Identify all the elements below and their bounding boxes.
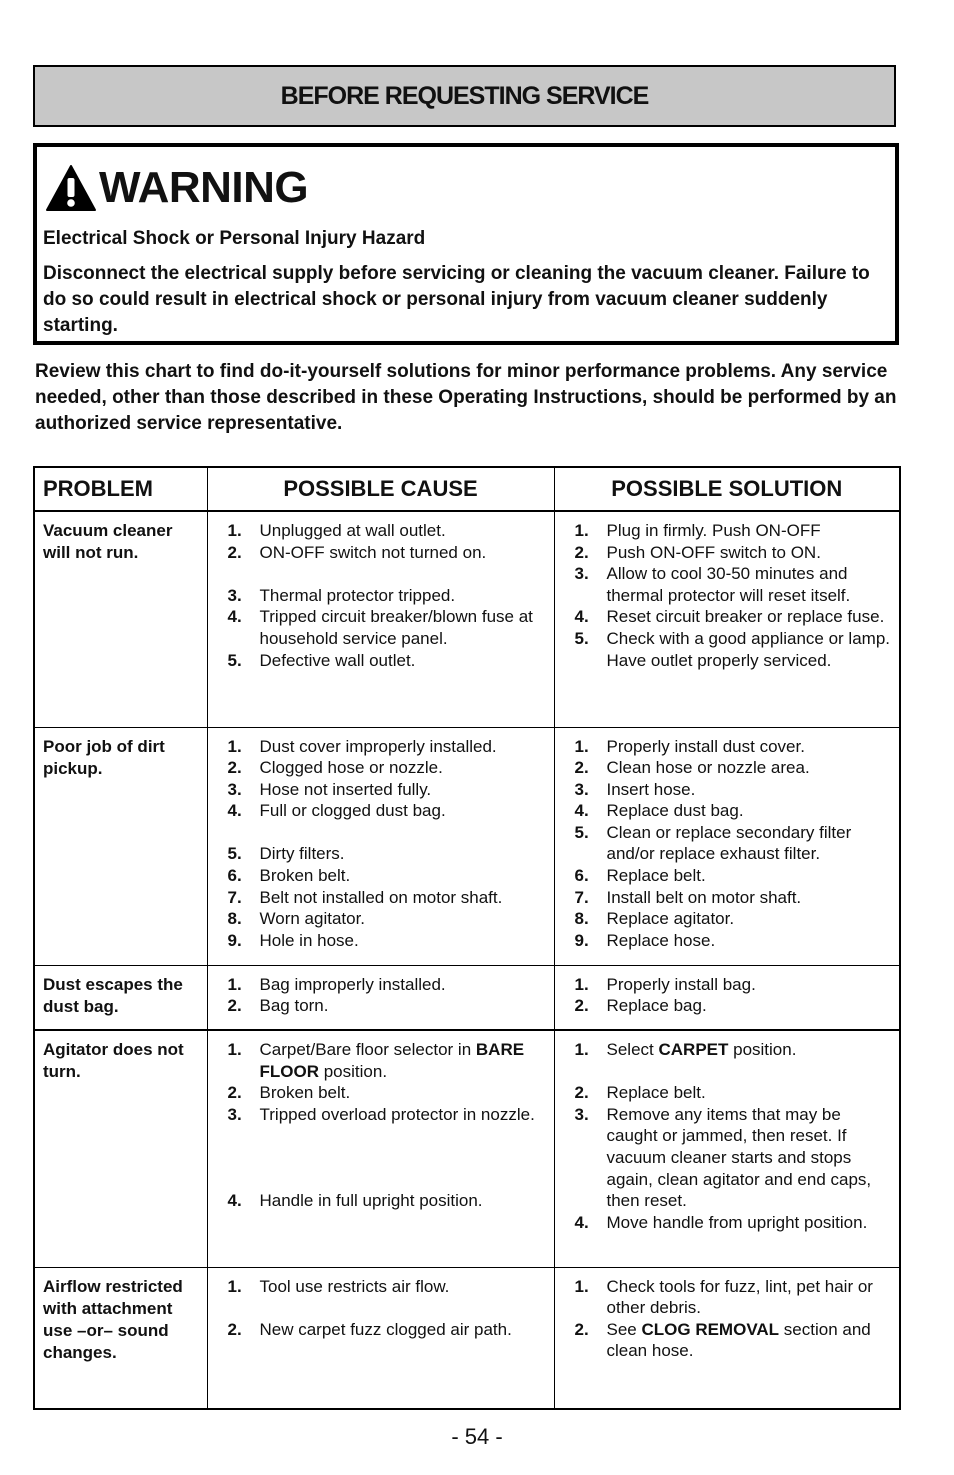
item-text-part: Remove any items that may be caught or jammed, then reset. If vacuum cleaner starts and stops again, clean agitator and end caps, then reset. <box>606 1104 872 1211</box>
item-number: 1. <box>227 1040 242 1059</box>
warning-triangle-icon <box>45 164 97 212</box>
problem-cell: Dust escapes the dust bag. <box>34 965 207 1030</box>
solution-item <box>575 1276 896 1319</box>
problem-cell: Agitator does not turn. <box>34 1030 207 1267</box>
item-text-part: Select <box>606 1040 659 1059</box>
item-number: 6. <box>574 866 589 886</box>
cause-item <box>228 650 550 672</box>
cause-item <box>228 930 550 952</box>
item-number: 1. <box>574 1276 589 1296</box>
item-number: 4. <box>227 801 242 821</box>
item-text <box>607 563 896 606</box>
solution-item <box>575 520 896 542</box>
solution-cell <box>554 727 900 965</box>
item-text <box>260 520 550 542</box>
item-text-part: Handle in full upright position. <box>259 1191 483 1211</box>
item-text <box>607 1319 896 1362</box>
item-text <box>260 800 550 822</box>
item-text-part: Belt not installed on motor shaft. <box>259 887 503 907</box>
item-text <box>607 542 896 564</box>
solution-item <box>575 1104 896 1212</box>
item-text-part: Bag improperly installed. <box>259 974 446 994</box>
header-solution: POSSIBLE SOLUTION <box>554 467 900 511</box>
item-number: 2. <box>574 542 589 562</box>
item-text-part: position. <box>728 1040 797 1059</box>
item-text-part: Properly install bag. <box>606 974 756 994</box>
item-number: 1. <box>574 1040 589 1059</box>
item-text-part: Tool use restricts air flow. <box>259 1276 450 1296</box>
cause-item <box>228 1190 550 1212</box>
item-text <box>607 822 896 865</box>
item-number: 2. <box>227 542 242 562</box>
item-text <box>260 1082 550 1104</box>
cause-cell <box>207 511 554 727</box>
item-text-part: Broken belt. <box>259 1083 351 1103</box>
item-text <box>260 585 550 607</box>
item-text <box>260 1104 550 1126</box>
item-text <box>607 606 896 628</box>
solution-item <box>575 930 896 952</box>
item-text <box>607 865 896 887</box>
item-number: 1. <box>574 521 589 540</box>
item-text-part: Hole in hose. <box>259 930 359 950</box>
problem-cell: Vacuum cleaner will not run. <box>34 511 207 727</box>
item-text <box>607 930 896 952</box>
item-number: 3. <box>227 779 242 799</box>
cause-item <box>228 1082 550 1104</box>
solution-item <box>575 1039 896 1061</box>
item-text-part: Carpet/Bare floor selector in <box>259 1040 476 1059</box>
solution-item <box>575 865 896 887</box>
item-number: 1. <box>227 736 242 756</box>
section-title: BEFORE REQUESTING SERVICE <box>280 81 649 110</box>
item-bold-term: CLOG REMOVAL <box>641 1319 780 1339</box>
solution-item <box>575 887 896 909</box>
cause-item <box>228 800 550 822</box>
item-number: 5. <box>574 822 589 842</box>
warning-body: Disconnect the electrical supply before servicing or cleaning the vacuum cleaner. Failure to do so could result in electrical shock or personal injury from vacuum cleaner suddenly starting. <box>43 263 870 336</box>
item-number: 5. <box>227 844 242 864</box>
solution-item <box>575 736 896 758</box>
header-problem: PROBLEM <box>34 467 207 511</box>
cause-cell <box>207 1030 554 1267</box>
item-number: 1. <box>227 974 242 994</box>
solution-item <box>575 563 896 606</box>
solution-item <box>575 908 896 930</box>
solution-cell <box>554 1030 900 1267</box>
item-text <box>607 908 896 930</box>
item-text-part: Hose not inserted fully. <box>259 779 432 799</box>
cause-cell <box>207 1267 554 1409</box>
item-text <box>260 865 550 887</box>
item-number: 4. <box>574 1212 589 1232</box>
item-text <box>607 628 896 671</box>
cause-cell <box>207 727 554 965</box>
solution-cell <box>554 965 900 1030</box>
item-number: 4. <box>227 607 242 627</box>
item-text <box>607 779 896 801</box>
item-text <box>607 1082 896 1104</box>
item-number: 3. <box>574 564 589 584</box>
item-text-part: Move handle from upright position. <box>606 1212 868 1232</box>
item-text-part: ON-OFF switch not turned on. <box>259 542 487 562</box>
solution-item <box>575 757 896 779</box>
solution-item <box>575 800 896 822</box>
item-number: 3. <box>227 585 242 605</box>
item-text <box>260 1319 550 1341</box>
table-row <box>34 727 900 965</box>
table-row <box>34 1267 900 1409</box>
item-number: 4. <box>227 1191 242 1211</box>
cause-item <box>228 736 550 758</box>
item-text <box>260 887 550 909</box>
item-text-part: Dust cover improperly installed. <box>259 736 497 756</box>
cause-item <box>228 908 550 930</box>
item-text <box>260 843 550 865</box>
item-number: 2. <box>574 758 589 778</box>
cause-item <box>228 843 550 865</box>
item-number: 2. <box>574 1319 589 1339</box>
item-number: 1. <box>574 736 589 756</box>
table-header-row <box>34 467 900 511</box>
item-text-part: Replace hose. <box>606 930 716 950</box>
item-number: 1. <box>227 521 242 540</box>
item-text <box>607 1212 896 1234</box>
item-text <box>607 520 896 542</box>
item-number: 2. <box>574 1083 589 1103</box>
item-text-part: See <box>606 1319 642 1339</box>
page-number: - 54 - <box>451 1424 503 1449</box>
item-text-part: Tripped overload protector in nozzle. <box>259 1104 535 1124</box>
item-text <box>607 1039 896 1061</box>
item-text <box>607 757 896 779</box>
item-text-part: Push ON-OFF switch to ON. <box>606 542 821 562</box>
item-number: 8. <box>227 909 242 929</box>
intro-paragraph: Review this chart to find do-it-yourself solutions for minor performance problems. Any service needed, other than those described in these Operating Instructions, should be performed by an authorized service representative. <box>35 361 897 434</box>
solution-item <box>575 628 896 671</box>
item-text <box>260 1276 550 1298</box>
item-text-part: Replace belt. <box>606 1083 706 1103</box>
item-text-part: Defective wall outlet. <box>259 650 416 670</box>
solution-cell <box>554 511 900 727</box>
item-text <box>260 757 550 779</box>
cause-item <box>228 757 550 779</box>
cause-item <box>228 887 550 909</box>
warning-heading <box>43 159 889 217</box>
item-text-part: Properly install dust cover. <box>606 736 805 756</box>
item-number: 1. <box>227 1276 242 1296</box>
item-text-part: Check tools for fuzz, lint, pet hair or other debris. <box>606 1276 873 1318</box>
solution-item <box>575 995 896 1017</box>
item-text <box>607 1104 896 1212</box>
item-text-part: Worn agitator. <box>259 909 366 929</box>
cause-item <box>228 995 550 1017</box>
item-number: 3. <box>574 1104 589 1124</box>
item-number: 9. <box>227 930 242 950</box>
item-text <box>260 1039 550 1082</box>
warning-title: WARNING <box>99 163 309 212</box>
item-bold-term: BARE FLOOR <box>259 1040 525 1081</box>
solution-item <box>575 1082 896 1104</box>
cause-item <box>228 865 550 887</box>
problem-cell: Airflow restricted with attachment use –or– sound changes. <box>34 1267 207 1409</box>
item-bold-term: CARPET <box>658 1040 729 1059</box>
item-text-part: Plug in firmly. Push ON-OFF <box>606 521 821 540</box>
item-text <box>260 995 550 1017</box>
item-text-part: Replace dust bag. <box>606 801 744 821</box>
item-text-part: Replace belt. <box>606 866 706 886</box>
item-text-part: Thermal protector tripped. <box>259 585 456 605</box>
cause-item <box>228 1276 550 1298</box>
cause-cell <box>207 965 554 1030</box>
item-number: 5. <box>574 628 589 648</box>
item-number: 1. <box>574 974 589 994</box>
table-row <box>34 965 900 1030</box>
table-row <box>34 1030 900 1267</box>
item-text <box>260 974 550 996</box>
item-text-part: Bag torn. <box>259 996 329 1016</box>
item-number: 4. <box>574 801 589 821</box>
item-text-part: Full or clogged dust bag. <box>259 801 446 821</box>
item-text-part: Check with a good appliance or lamp. Have outlet properly serviced. <box>606 628 890 670</box>
item-text-part: New carpet fuzz clogged air path. <box>259 1319 512 1339</box>
solution-item <box>575 822 896 865</box>
solution-item <box>575 779 896 801</box>
solution-cell <box>554 1267 900 1409</box>
item-number: 8. <box>574 909 589 929</box>
troubleshooting-table <box>33 466 901 1410</box>
item-text-part: section and clean hose. <box>606 1319 871 1361</box>
item-text-part: position. <box>319 1061 388 1081</box>
item-text-part: Insert hose. <box>606 779 696 799</box>
item-text <box>260 542 550 564</box>
cause-item <box>228 585 550 607</box>
item-text-part: Clogged hose or nozzle. <box>259 758 443 778</box>
item-number: 2. <box>574 996 589 1016</box>
item-text <box>607 800 896 822</box>
cause-item <box>228 1319 550 1341</box>
item-text-part: Broken belt. <box>259 866 351 886</box>
item-text-part: Replace agitator. <box>606 909 735 929</box>
item-number: 3. <box>574 779 589 799</box>
cause-item <box>228 974 550 996</box>
warning-box <box>33 143 899 345</box>
item-text-part: Reset circuit breaker or replace fuse. <box>606 607 885 627</box>
table-row <box>34 511 900 727</box>
item-text <box>260 650 550 672</box>
solution-item <box>575 1319 896 1362</box>
item-text <box>607 974 896 996</box>
item-number: 2. <box>227 1319 242 1339</box>
solution-item <box>575 542 896 564</box>
item-text <box>260 779 550 801</box>
solution-item <box>575 974 896 996</box>
item-number: 6. <box>227 866 242 886</box>
item-number: 7. <box>574 887 589 907</box>
item-number: 9. <box>574 930 589 950</box>
item-text <box>260 606 550 649</box>
item-text <box>607 736 896 758</box>
cause-item <box>228 542 550 564</box>
item-text-part: Install belt on motor shaft. <box>606 887 802 907</box>
item-text-part: Replace bag. <box>606 996 707 1016</box>
item-text <box>607 1276 896 1319</box>
item-text <box>260 736 550 758</box>
cause-item <box>228 1104 550 1126</box>
section-header <box>33 65 896 127</box>
item-text <box>260 930 550 952</box>
header-cause: POSSIBLE CAUSE <box>207 467 554 511</box>
item-number: 7. <box>227 887 242 907</box>
item-number: 2. <box>227 996 242 1016</box>
cause-item <box>228 520 550 542</box>
item-number: 5. <box>227 650 242 670</box>
cause-item <box>228 779 550 801</box>
item-text-part: Tripped circuit breaker/blown fuse at household service panel. <box>259 607 533 648</box>
item-number: 4. <box>574 607 589 627</box>
item-text <box>607 995 896 1017</box>
item-number: 2. <box>227 758 242 778</box>
item-text-part: Clean hose or nozzle area. <box>606 758 810 778</box>
cause-item <box>228 1039 550 1082</box>
item-number: 3. <box>227 1104 242 1124</box>
solution-item <box>575 1212 896 1234</box>
problem-cell: Poor job of dirt pickup. <box>34 727 207 965</box>
cause-item <box>228 606 550 649</box>
solution-item <box>575 606 896 628</box>
item-text-part: Unplugged at wall outlet. <box>259 521 446 540</box>
item-text-part: Dirty filters. <box>259 844 345 864</box>
item-text-part: Allow to cool 30-50 minutes and thermal protector will reset itself. <box>606 564 851 605</box>
item-text <box>607 887 896 909</box>
item-text <box>260 908 550 930</box>
item-text-part: Clean or replace secondary filter and/or replace exhaust filter. <box>606 822 852 864</box>
item-number: 2. <box>227 1083 242 1103</box>
warning-subtitle: Electrical Shock or Personal Injury Hazard <box>43 228 426 249</box>
item-text <box>260 1190 550 1212</box>
